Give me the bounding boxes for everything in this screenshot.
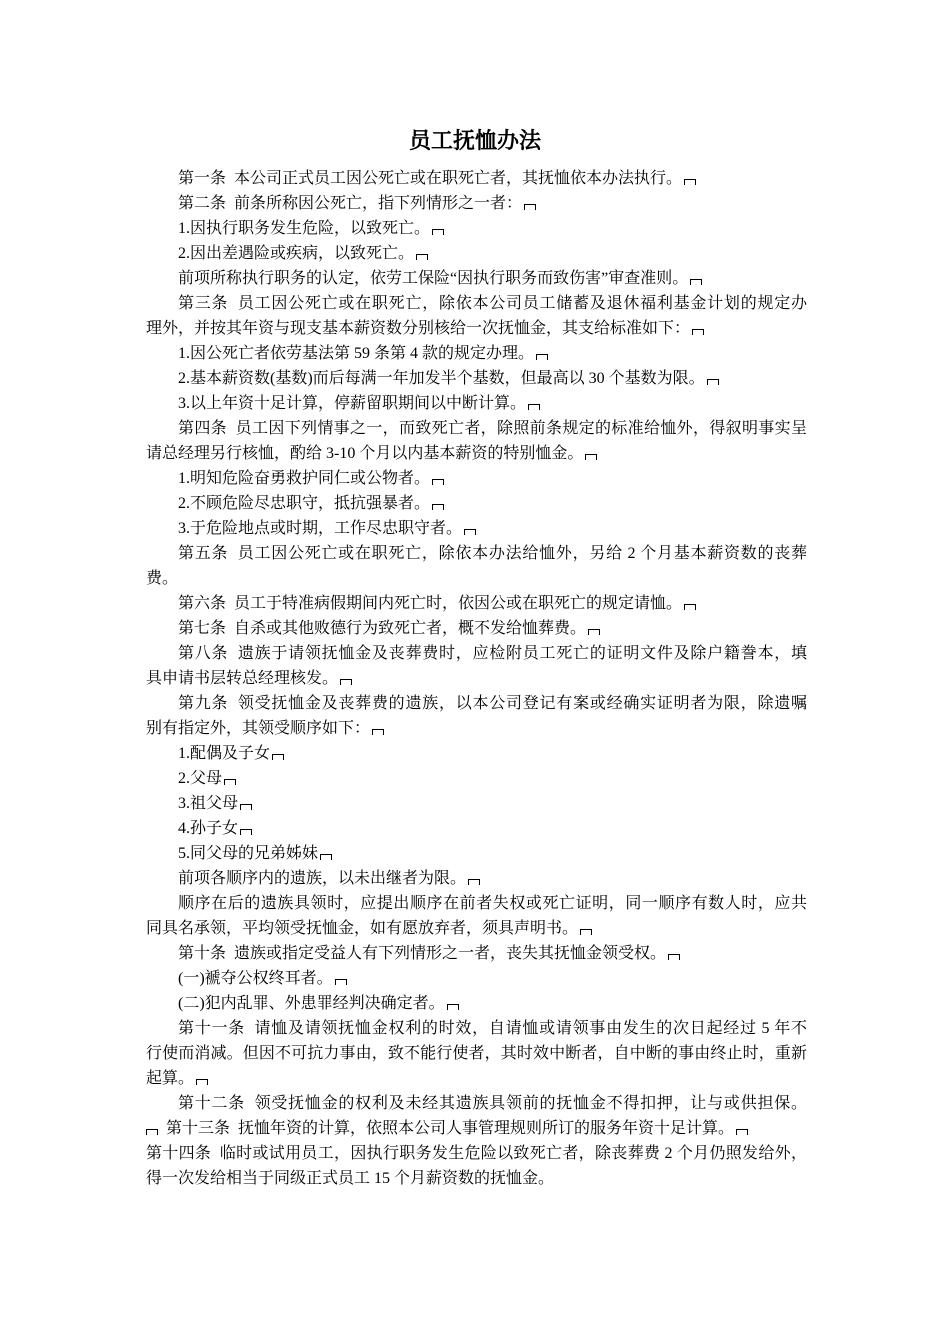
document-title: 员工抚恤办法 [408,128,541,153]
line-break-mark-icon [240,829,252,835]
line-text: (二)犯内乱罪、外患罪经判决确定者。 [178,995,445,1012]
article-9-item-3 [146,791,807,816]
document-body [146,166,807,1191]
text-line [146,541,807,566]
line-text: 第六条 员工于特准病假期间内死亡时，依因公或在职死亡的规定请恤。 [178,595,683,612]
text-line [146,416,807,441]
text-line [146,816,807,841]
text-line [146,591,807,616]
line-break-mark-icon [690,279,702,285]
line-break-mark-icon [580,929,592,935]
article-2-item-1 [146,216,807,241]
article-1 [146,166,807,191]
line-break-mark-icon [736,1129,748,1135]
line-break-mark-icon [668,954,680,960]
article-9-note-2 [146,891,807,941]
line-break-mark-icon [585,454,597,460]
line-break-mark-icon [372,729,384,735]
line-text: 得一次发给相当于同级正式员工 15 个月薪资数的抚恤金。 [146,1170,555,1187]
line-text: 前项各顺序内的遗族，以未出继者为限。 [178,870,467,887]
article-4-item-3 [146,516,807,541]
text-line [146,216,807,241]
text-line [146,866,807,891]
line-break-mark-icon [432,479,444,485]
text-line [146,716,807,741]
line-text: 顺序在后的遗族具领时，应提出顺序在前者失权或死亡证明，同一顺序有数人时，应共 [178,895,807,912]
text-line [146,1041,807,1066]
text-line [146,1141,807,1166]
line-break-mark-icon [524,204,536,210]
text-line [146,1016,807,1041]
line-break-mark-icon [692,329,704,335]
line-break-mark-icon [340,679,352,685]
line-break-mark-icon [684,604,696,610]
line-text: 1.明知危险奋勇救护同仁或公物者。 [178,470,431,487]
line-break-mark-icon [416,254,428,260]
line-break-mark-icon [464,529,476,535]
article-5 [146,541,807,591]
line-text: 2.父母 [178,770,223,787]
article-9-item-1 [146,741,807,766]
text-line [146,366,807,391]
line-break-mark-icon [528,404,540,410]
text-line [146,791,807,816]
line-text: 3.祖父母 [178,795,239,812]
line-text: 2.不顾危险尽忠职守，抵抗强暴者。 [178,495,431,512]
line-text: 4.孙子女 [178,820,239,837]
article-2 [146,191,807,216]
article-3-item-1 [146,341,807,366]
line-break-mark-icon [335,979,347,985]
line-break-mark-icon [707,379,719,385]
article-9 [146,691,807,741]
line-break-mark-icon [447,1004,459,1010]
line-text: 第二条 前条所称因公死亡，指下列情形之一者： [178,195,523,212]
text-line [146,616,807,641]
text-line [146,291,807,316]
line-text: 第一条 本公司正式员工因公死亡或在职死亡者，其抚恤依本办法执行。 [178,170,683,187]
text-line [146,1066,807,1091]
line-text: 费。 [146,570,179,587]
line-text: 具申请书层转总经理核发。 [146,670,339,687]
line-text: 3.以上年资十足计算，停薪留职期间以中断计算。 [178,395,527,412]
line-text: 第四条 员工因下列情事之一，而致死亡者，除照前条规定的标准给恤外，得叙明事实呈 [178,420,807,437]
line-text: 前项所称执行职务的认定，依劳工保险“因执行职务而致伤害”审查准则。 [178,270,689,287]
line-text: 5.同父母的兄弟姊妹 [178,845,319,862]
article-2-item-2 [146,241,807,266]
line-text: 2.因出差遇险或疾病，以致死亡。 [178,245,415,262]
text-line [146,891,807,916]
article-3 [146,291,807,341]
article-3-item-3 [146,391,807,416]
line-text: 3.于危险地点或时期，工作尽忠职守者。 [178,520,463,537]
article-9-item-5 [146,841,807,866]
line-break-mark-icon [320,854,332,860]
line-break-mark-icon [536,354,548,360]
text-line [146,341,807,366]
text-line [146,316,807,341]
text-line [146,641,807,666]
line-text: 1.因执行职务发生危险，以致死亡。 [178,220,431,237]
article-9-note-1 [146,866,807,891]
text-line [146,1116,807,1141]
line-text: 第八条 遗族于请领抚恤金及丧葬费时，应检附员工死亡的证明文件及除户籍誊本，填 [178,645,807,662]
line-text: 同具名承领，平均领受抚恤金，如有愿放弃者，须具声明书。 [146,920,579,937]
line-break-mark-icon [224,779,236,785]
article-9-item-4 [146,816,807,841]
line-text: 行使而消减。但因不可抗力事由，致不能行使者，其时效中断者，自中断的事由终止时，重新 [146,1045,807,1062]
article-4-item-2 [146,491,807,516]
article-10-item-1 [146,966,807,991]
text-line [146,516,807,541]
articles-12-14 [146,1091,807,1191]
text-line [146,166,807,191]
text-line [146,566,807,591]
article-2-note [146,266,807,291]
text-line [146,916,807,941]
text-line [146,191,807,216]
line-text: 1.因公死亡者依劳基法第 59 条第 4 款的规定办理。 [178,345,535,362]
text-line [146,241,807,266]
line-text: 请总经理另行核恤，酌给 3-10 个月以内基本薪资的特别恤金。 [146,445,584,462]
line-break-mark-icon [432,229,444,235]
line-text: 第九条 领受抚恤金及丧葬费的遗族，以本公司登记有案或经确实证明者为限，除遗嘱 [178,695,807,712]
line-break-mark-icon [684,179,696,185]
text-line [146,491,807,516]
line-text: (一)褫夺公权终耳者。 [178,970,333,987]
text-line [146,941,807,966]
line-break-mark-icon [146,1129,158,1135]
article-6 [146,591,807,616]
line-break-mark-icon [240,804,252,810]
text-line [146,1091,807,1116]
line-text: 第十一条 请恤及请领抚恤金权利的时效，自请恤或请领事由发生的次日起经过 5 年不 [178,1020,807,1037]
line-text: 第七条 自杀或其他败德行为致死亡者，概不发给恤葬费。 [178,620,587,637]
text-line [146,266,807,291]
article-3-item-2 [146,366,807,391]
line-break-mark-icon [272,754,284,760]
line-text: 第五条 员工因公死亡或在职死亡，除依本办法给恤外，另给 2 个月基本薪资数的丧葬 [178,545,807,562]
line-text: 第十二条 领受抚恤金的权利及未经其遗族具领前的抚恤金不得扣押，让与或供担保。 [178,1095,807,1112]
text-line [146,741,807,766]
article-8 [146,641,807,691]
text-line [146,1166,807,1191]
article-7 [146,616,807,641]
article-11 [146,1016,807,1091]
line-text: 第三条 员工因公死亡或在职死亡，除依本公司员工储蓄及退休福利基金计划的规定办 [178,295,807,312]
text-line [146,691,807,716]
line-break-mark-icon [196,1079,208,1085]
line-break-mark-icon [588,629,600,635]
text-line [146,841,807,866]
article-4-item-1 [146,466,807,491]
text-line [146,966,807,991]
article-10-item-2 [146,991,807,1016]
text-line [146,391,807,416]
text-line [146,466,807,491]
line-break-mark-icon [468,879,480,885]
line-text: 2.基本薪资数(基数)而后每满一年加发半个基数，但最高以 30 个基数为限。 [178,370,705,387]
text-line [146,991,807,1016]
line-text: 别有指定外，其领受顺序如下： [146,720,371,737]
line-text: 第十三条 抚恤年资的计算，依照本公司人事管理规则所订的服务年资十足计算。 [162,1120,735,1137]
text-line [146,766,807,791]
line-text: 第十四条 临时或试用员工，因执行职务发生危险以致死亡者，除丧葬费 2 个月仍照发给外， [146,1145,807,1162]
article-9-item-2 [146,766,807,791]
line-text: 第十条 遗族或指定受益人有下列情形之一者，丧失其抚恤金领受权。 [178,945,667,962]
line-text: 起算。 [146,1070,195,1087]
line-break-mark-icon [432,504,444,510]
text-line [146,441,807,466]
text-line [146,666,807,691]
line-text: 1.配偶及子女 [178,745,271,762]
article-10 [146,941,807,966]
article-4 [146,416,807,466]
line-text: 理外，并按其年资与现支基本薪资数分别核给一次抚恤金，其支给标准如下： [146,320,691,337]
